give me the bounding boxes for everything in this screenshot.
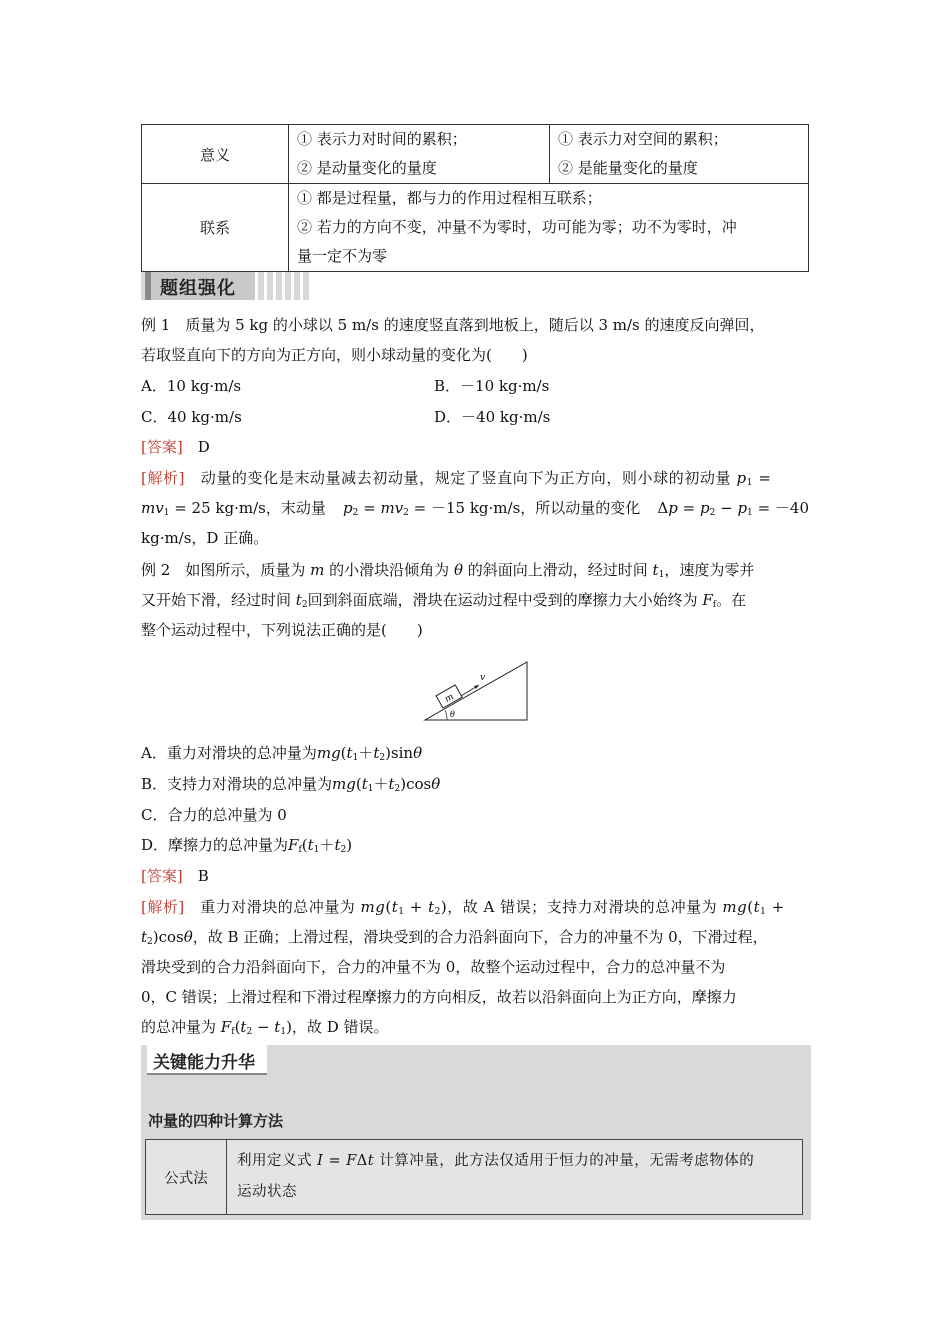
answer-tag: [答案]: [141, 438, 183, 456]
example-2-analysis-line-2: $t_2)\cos\theta$，故 B 正确；上滑过程，滑块受到的合力沿斜面向下，合力的冲量不为 0，下滑过程，: [141, 928, 768, 947]
section-title: 题组强化: [160, 278, 236, 299]
velocity-arrowhead: [474, 685, 479, 689]
option-b: B．－10 kg·m/s: [434, 377, 550, 395]
example-2-question-line-3: 整个运动过程中，下列说法正确的是( ): [141, 621, 423, 639]
example-1-analysis-line-3: kg·m/s，D 正确。: [141, 529, 269, 547]
option-c: C．40 kg·m/s: [141, 408, 242, 426]
example-2-analysis-line-5: 的总冲量为 $F_f(t_2 - t_1)$，故 D 错误。: [141, 1018, 389, 1037]
table-row: [142, 125, 809, 184]
example-2-option-a: A．重力对滑块的总冲量为$mg(t_1+t_2)\sin\theta$: [141, 744, 423, 763]
method-description: 利用定义式 I = FΔt 计算冲量，此方法仅适用于恒力的冲量，无需考虑物体的 运动状态: [227, 1140, 803, 1215]
incline-slider-figure: [423, 660, 529, 722]
example-2-analysis-line-3: 滑块受到的合力沿斜面向下，合力的冲量不为 0，故整个运动过程中，合力的总冲量不为: [141, 958, 726, 976]
example-2-option-c: C．合力的总冲量为 0: [141, 806, 287, 824]
example-1-question-line-1: 例 1 质量为 5 kg 的小球以 5 m/s 的速度竖直落到地板上，随后以 3 m/s 的速度反向弹回，: [141, 316, 765, 334]
relation-cell: ① 都是过程量，都与力的作用过程相互联系； ② 若力的方向不变，冲量不为零时，功可能为零；功不为零时，冲 量一定不为零: [289, 184, 809, 272]
row-label-meaning: 意义: [142, 125, 289, 184]
example-1-question-line-2: 若取竖直向下的方向为正方向，则小球动量的变化为( ): [141, 346, 528, 364]
example-2-question-line-1: 例 2 如图所示，质量为 m 的小滑块沿倾角为 θ 的斜面向上滑动，经过时间 $t_1$，速度为零并: [141, 561, 755, 580]
example-1-answer: [答案] D: [141, 438, 210, 456]
option-d: D．－40 kg·m/s: [434, 408, 551, 426]
table-row: [146, 1140, 803, 1215]
calculation-methods-table: [145, 1139, 803, 1215]
work-meaning-cell: ① 表示力对空间的累积； ② 是能量变化的量度: [550, 125, 809, 184]
row-label-relation: 联系: [142, 184, 289, 272]
analysis-tag: [解析]: [141, 469, 186, 487]
method-label: 公式法: [146, 1140, 227, 1215]
example-2-analysis-line-4: 0，C 错误；上滑过程和下滑过程摩擦力的方向相反，故若以沿斜面向上为正方向，摩擦力: [141, 988, 737, 1006]
incline-triangle: [425, 662, 527, 720]
section-header-bar: [145, 272, 151, 300]
analysis-tag: [解析]: [141, 898, 185, 916]
option-a: A．10 kg·m/s: [141, 377, 242, 395]
example-2-option-d: D．摩擦力的总冲量为$F_f(t_1+t_2)$: [141, 836, 353, 855]
example-2-analysis-line-1: [解析] 重力对滑块的总冲量为 $mg(t_1 + t_2)$，故 A 错误；支持力对滑块的总冲量为 $mg(t_1$ +: [141, 898, 785, 917]
table-row: [142, 184, 809, 272]
angle-label: θ: [450, 710, 455, 719]
example-1-analysis-line-1: [解析] 动量的变化是末动量减去初动量，规定了竖直向下为正方向，则小球的初动量 $p_1$ =: [141, 469, 772, 488]
example-2-option-b: B．支持力对滑块的总冲量为$mg(t_1+t_2)\cos\theta$: [141, 775, 441, 794]
mass-label: m: [443, 692, 456, 706]
key-ability-title: 关键能力升华: [153, 1053, 255, 1073]
angle-arc: [445, 710, 447, 720]
example-1-analysis-line-2: $mv_1 = 25$ kg·m/s，末动量 $p_2 = mv_2 = -15$ kg·m/s，所以动量的变化 $\Delta p = p_2 - p_1 = -40$: [141, 499, 809, 518]
example-2-question-line-2: 又开始下滑，经过时间 $t_2$回到斜面底端，滑块在运动过程中受到的摩擦力大小始终为 $F_f$。在: [141, 591, 747, 610]
methods-subtitle: 冲量的四种计算方法: [148, 1112, 284, 1130]
answer-tag: [答案]: [141, 867, 183, 885]
slider-block: [436, 685, 462, 708]
impulse-meaning-cell: ① 表示力对时间的累积； ② 是动量变化的量度: [289, 125, 550, 184]
example-2-answer: [答案] B: [141, 867, 209, 885]
velocity-label: v: [480, 673, 486, 683]
impulse-work-comparison-table: [141, 124, 809, 272]
